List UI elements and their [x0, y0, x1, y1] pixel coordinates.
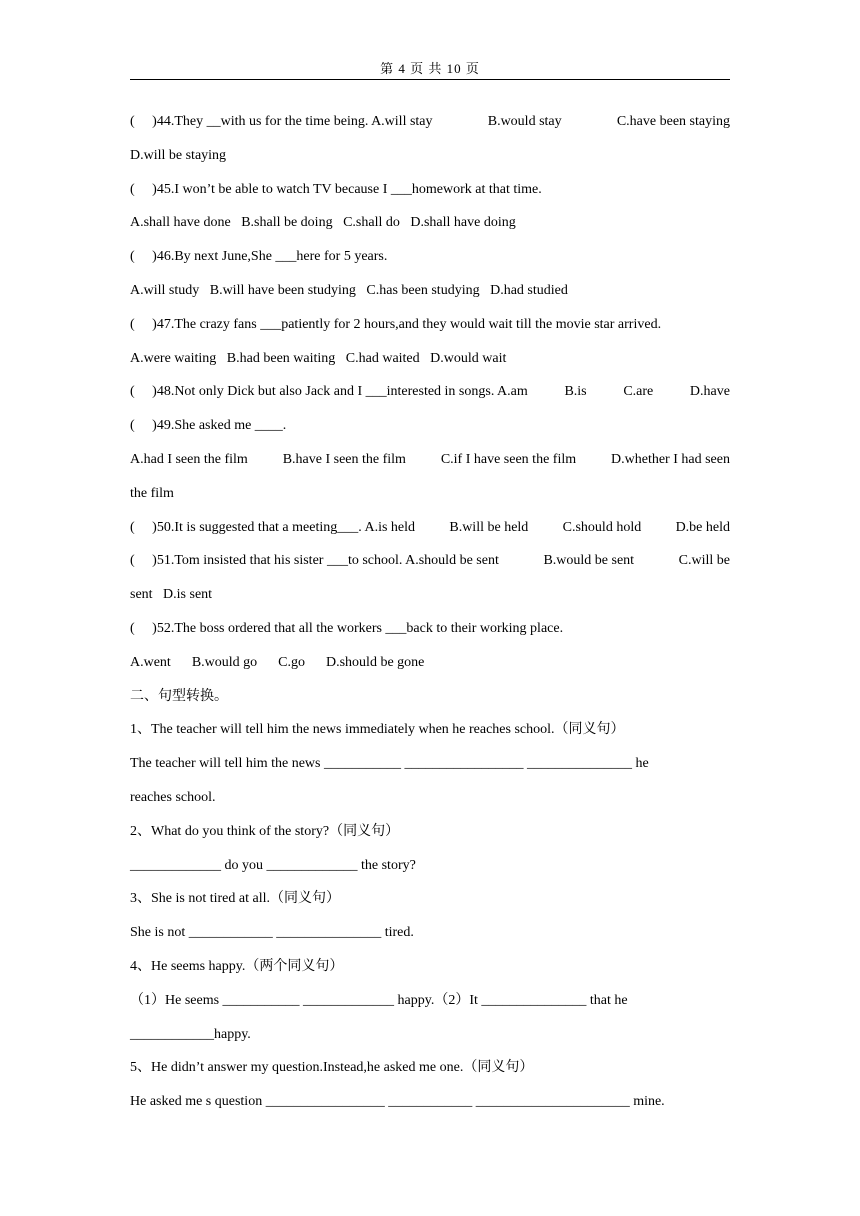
text-segment: ( )49.She asked me ____.	[130, 418, 287, 434]
text-line	[130, 409, 730, 443]
text-segment: A.had I seen the film	[130, 451, 248, 467]
text-line	[130, 105, 730, 139]
text-segment: ( )47.The crazy fans ___patiently for 2 hours,and they would wait till the movie star arrived.	[130, 316, 662, 332]
text-line	[130, 511, 730, 545]
text-segment: sent D.is sent	[130, 587, 213, 603]
text-line	[130, 747, 730, 781]
text-line	[130, 950, 730, 984]
text-segment: B.would stay	[487, 114, 562, 129]
text-segment: 5、He didn’t answer my question.Instead,he asked me one.（同义句）	[130, 1060, 534, 1076]
text-segment: B.have I seen the film	[282, 451, 406, 467]
text-segment: C.if I have seen the film	[440, 451, 577, 467]
text-segment: ( )45.I won’t be able to watch TV because I ___homework at that time.	[130, 181, 542, 197]
text-segment: D.have	[689, 384, 730, 400]
text-segment: B.would be sent	[543, 553, 635, 569]
text-line	[130, 1051, 730, 1085]
text-line	[130, 612, 730, 646]
text-line	[130, 1085, 730, 1119]
text-segment: 1、The teacher will tell him the news immediately when he reaches school.（同义句）	[130, 722, 625, 738]
text-segment: the film	[130, 485, 174, 501]
text-line	[130, 1018, 730, 1052]
text-segment: 3、She is not tired at all.（同义句）	[130, 891, 340, 907]
text-segment: B.will be held	[449, 519, 529, 535]
text-segment: _____________ do you _____________ the story?	[130, 857, 416, 873]
text-line	[130, 781, 730, 815]
text-line	[130, 578, 730, 612]
text-segment: The teacher will tell him the news ___________ _________________ _______________ he	[130, 756, 649, 772]
text-segment: He asked me s question _________________ ____________ ______________________ mine.	[130, 1094, 665, 1110]
text-line	[130, 849, 730, 883]
text-line	[130, 375, 730, 409]
text-segment: D.be held	[675, 519, 730, 535]
text-line	[130, 984, 730, 1018]
text-line	[130, 882, 730, 916]
text-segment: 二、句型转换。	[130, 688, 228, 704]
text-segment: A.shall have done B.shall be doing C.shall do D.shall have doing	[130, 215, 516, 231]
text-segment: ( )46.By next June,She ___here for 5 years.	[130, 249, 388, 265]
text-line	[130, 240, 730, 274]
text-segment: ( )51.Tom insisted that his sister ___to school. A.should be sent	[130, 553, 499, 569]
text-segment: 4、He seems happy.（两个同义句）	[130, 958, 344, 974]
text-segment: A.were waiting B.had been waiting C.had waited D.would wait	[130, 350, 507, 366]
text-line	[130, 274, 730, 308]
text-line	[130, 646, 730, 680]
text-segment: She is not ____________ _______________ tired.	[130, 925, 414, 941]
text-segment: reaches school.	[130, 789, 216, 805]
text-segment: C.will be	[678, 553, 730, 569]
text-line	[130, 713, 730, 747]
text-line	[130, 173, 730, 207]
text-line	[130, 680, 730, 714]
text-segment: D.whether I had seen	[611, 451, 730, 467]
text-segment: 2、What do you think of the story?（同义句）	[130, 823, 400, 839]
text-segment: D.will be staying	[130, 147, 227, 163]
page-header: 第 4 页 共 10 页	[380, 61, 480, 76]
text-line	[130, 308, 730, 342]
header-divider	[130, 79, 730, 80]
text-segment: A.will study B.will have been studying C.has been studying D.had studied	[130, 282, 568, 298]
text-line	[130, 342, 730, 376]
document-body	[130, 105, 730, 1119]
text-line	[130, 443, 730, 477]
text-line	[130, 544, 730, 578]
text-segment: ____________happy.	[130, 1026, 251, 1042]
text-line	[130, 477, 730, 511]
text-segment: （1）He seems ___________ _____________ happy.（2）It _______________ that he	[130, 992, 628, 1008]
text-segment: ( )44.They __with us for the time being. A.will stay	[130, 114, 433, 129]
text-segment: A.went B.would go C.go D.should be gone	[130, 654, 425, 670]
text-segment: ( )52.The boss ordered that all the workers ___back to their working place.	[130, 620, 564, 636]
text-segment: C.have been staying	[616, 114, 730, 129]
text-segment: C.are	[623, 384, 654, 400]
text-line	[130, 815, 730, 849]
text-line	[130, 916, 730, 950]
text-segment: ( )48.Not only Dick but also Jack and I ___interested in songs. A.am	[130, 384, 528, 400]
text-segment: B.is	[564, 384, 587, 400]
text-line	[130, 206, 730, 240]
text-line	[130, 139, 730, 173]
text-segment: ( )50.It is suggested that a meeting___. A.is held	[130, 519, 416, 535]
text-segment: C.should hold	[562, 519, 642, 535]
